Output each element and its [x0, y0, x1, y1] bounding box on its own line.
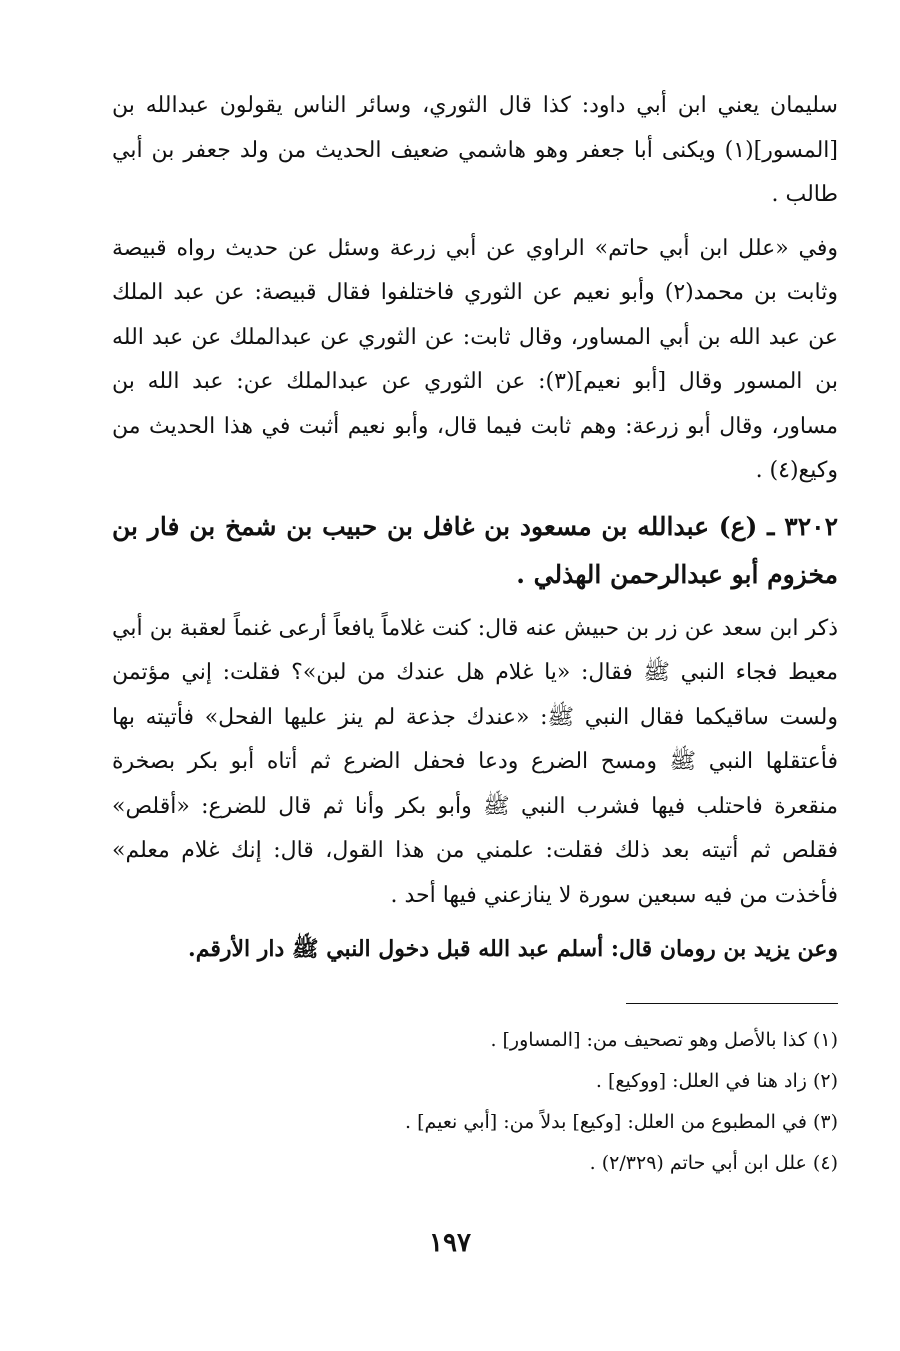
paragraph: ذكر ابن سعد عن زر بن حبيش عنه قال: كنت غلاماً يافعاً أرعى غنماً لعقبة بن أبي معيط فجاء النبي ﷺ فقال: «يا غلام هل عندك من لبن»؟ فقلت: إني مؤتمن ولست ساقيكما فقال النبي ﷺ: «عندك جذعة لم ينز عليها الفحل» فأتيته بها فأعتقلها النبي ﷺ ومسح الضرع ودعا فحفل الضرع ثم أتاه أبو بكر بصخرة منقعرة فاحتلب فيها فشرب النبي ﷺ وأبو بكر وأنا ثم قال للضرع: «أقلص» فقلص ثم أتيته بعد ذلك فقلت: علمني من هذا القول، قال: إنك غلام معلم» فأخذت من فيه سبعين سورة لا ينازعني فيها أحد . [112, 615, 838, 908]
footnote: (٣) في المطبوع من العلل: [وكيع] بدلاً من: [أبي نعيم] . [405, 1111, 838, 1133]
paragraph: وعن يزيد بن رومان قال: أسلم عبد الله قبل دخول النبي ﷺ دار الأرقم. [188, 936, 838, 962]
paragraph: سليمان يعني ابن أبي داود: كذا قال الثوري، وسائر الناس يقولون عبدالله بن [المسور](١) ويكنى أبا جعفر وهو هاشمي ضعيف الحديث من ولد جعفر بن أبي طالب . [112, 93, 838, 207]
entry-heading: ٣٢٠٢ ـ (ع) عبدالله بن مسعود بن غافل بن حبيب بن شمخ بن فار بن مخزوم أبو عبدالرحمن الهذلي . [112, 511, 838, 589]
page-number: ١٩٧ [429, 1228, 471, 1258]
footnote-divider [626, 1003, 838, 1004]
main-text [112, 84, 838, 981]
footnote: (٤) علل ابن أبي حاتم (٢/٣٢٩) . [589, 1152, 838, 1174]
paragraph: وفي «علل ابن أبي حاتم» الراوي عن أبي زرعة وسئل عن حديث رواه قبيصة وثابت بن محمد(٢) وأبو نعيم عن الثوري فاختلفوا فقال قبيصة: عن عبد الملك عن عبد الله بن أبي المساور، وقال ثابت: عن الثوري عن عبدالملك عن عبد الله بن المسور وقال [أبو نعيم](٣): عن الثوري عن عبدالملك عن: عبد الله بن مساور، وقال أبو زرعة: وهم ثابت فيما قال، وأبو نعيم أثبت في هذا الحديث من وكيع(٤) . [112, 235, 839, 483]
footnote: (١) كذا بالأصل وهو تصحيف من: [المساور] . [490, 1029, 838, 1051]
footnotes [138, 1020, 838, 1184]
footnote: (٢) زاد هنا في العلل: [ووكيع] . [595, 1070, 838, 1092]
